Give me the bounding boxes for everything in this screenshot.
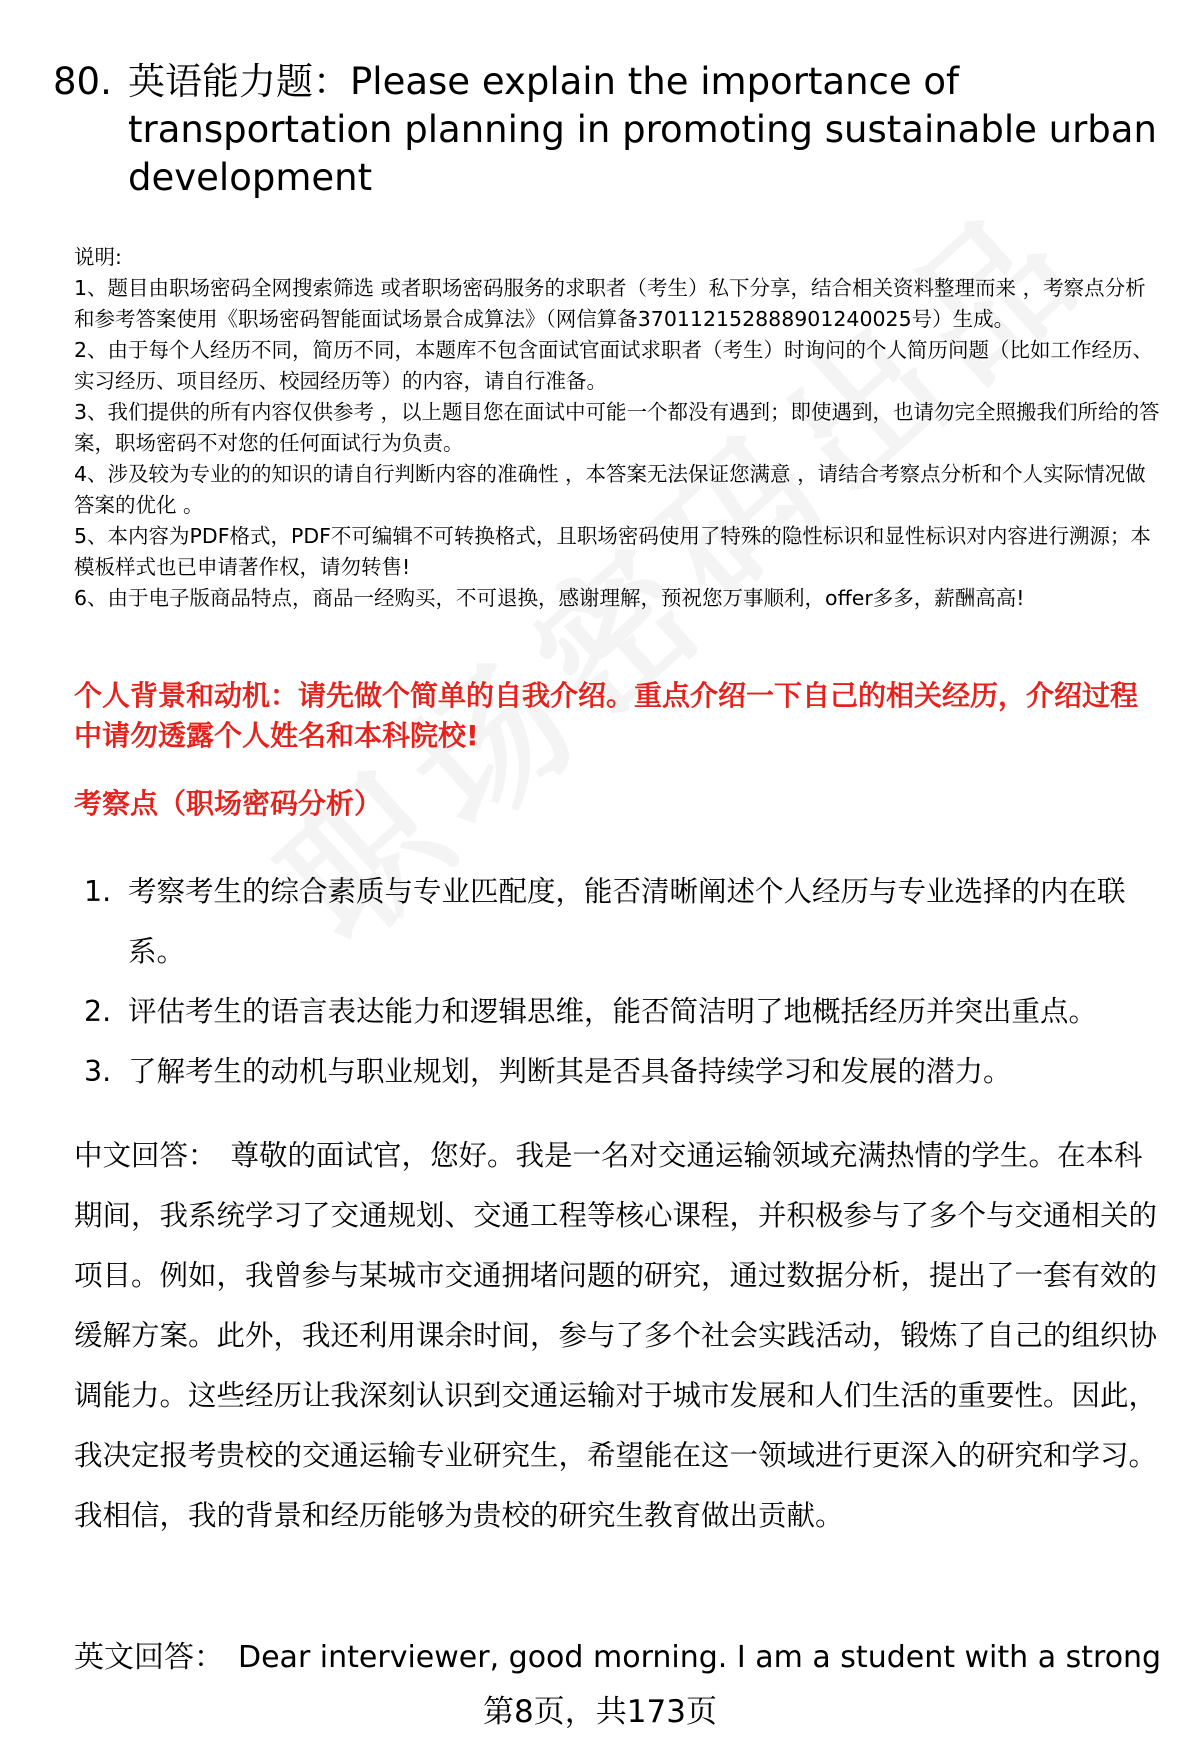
point-number: 3.	[84, 1055, 112, 1088]
note-item: 4、涉及较为专业的的知识的请自行判断内容的准确性 ，本答案无法保证您满意 ，请结合考察点分析和个人实际情况做答案的优化 。	[74, 462, 1146, 517]
chinese-answer-label: 中文回答：	[74, 1139, 217, 1172]
notes-section	[74, 242, 1164, 614]
point-number: 2.	[84, 995, 112, 1028]
note-item: 5、本内容为PDF格式，PDF不可编辑不可转换格式，且职场密码使用了特殊的隐性标识和显性标识对内容进行溯源；本模板样式也已申请著作权，请勿转售!	[74, 524, 1151, 579]
note-item: 6、由于电子版商品特点，商品一经购买，不可退换，感谢理解，预祝您万事顺利，offer多多，薪酬高高!	[74, 586, 1025, 610]
page-footer	[0, 1690, 1200, 1734]
page-indicator: 第8页，共173页	[483, 1694, 717, 1730]
analysis-points	[74, 862, 1164, 1102]
question-title	[53, 58, 1163, 202]
note-item: 1、题目由职场密码全网搜索筛选 或者职场密码服务的求职者（考生）私下分享，结合相关资料整理而来 ，考察点分析和参考答案使用《职场密码智能面试场景合成算法》（网信算备370112152888901240025号）生成。	[74, 276, 1146, 331]
english-answer-label: 英文回答：	[74, 1640, 224, 1675]
analysis-heading-block	[74, 784, 1164, 824]
point-text: 考察考生的综合素质与专业匹配度，能否清晰阐述个人经历与专业选择的内在联系。	[128, 875, 1126, 968]
analysis-heading: 考察点（职场密码分析）	[74, 787, 383, 820]
english-answer-text: Dear interviewer, good morning. I am a student with a strong	[238, 1640, 1162, 1675]
note-item: 2、由于每个人经历不同，简历不同，本题库不包含面试官面试求职者（考生）时询问的个人简历问题（比如工作经历、实习经历、项目经历、校园经历等）的内容，请自行准备。	[74, 338, 1154, 393]
point-text: 了解考生的动机与职业规划，判断其是否具备持续学习和发展的潜力。	[128, 1055, 1012, 1088]
analysis-point	[74, 862, 1164, 982]
chinese-answer-text: 尊敬的面试官，您好。我是一名对交通运输领域充满热情的学生。在本科期间，我系统学习了交通规划、交通工程等核心课程，并积极参与了多个与交通相关的项目。例如，我曾参与某城市交通拥堵问题的研究，通过数据分析，提出了一套有效的缓解方案。此外，我还利用课余时间，参与了多个社会实践活动，锻炼了自己的组织协调能力。这些经历让我深刻认识到交通运输对于城市发展和人们生活的重要性。因此，我决定报考贵校的交通运输专业研究生，希望能在这一领域进行更深入的研究和学习。我相信，我的背景和经历能够为贵校的研究生教育做出贡献。	[74, 1139, 1158, 1532]
notes-heading: 说明:	[74, 245, 122, 269]
question-number: 80.	[53, 60, 112, 103]
chinese-answer	[74, 1126, 1162, 1546]
background-section	[74, 676, 1164, 756]
point-number: 1.	[84, 875, 112, 908]
question-text: 英语能力题：Please explain the importance of transportation planning in promoting sustainable urban development	[128, 60, 1157, 199]
english-answer	[74, 1628, 1164, 1688]
analysis-point	[74, 1042, 1164, 1102]
analysis-point	[74, 982, 1164, 1042]
point-text: 评估考生的语言表达能力和逻辑思维，能否简洁明了地概括经历并突出重点。	[128, 995, 1098, 1028]
background-prompt: 个人背景和动机：请先做个简单的自我介绍。重点介绍一下自己的相关经历，介绍过程中请勿透露个人姓名和本科院校!	[74, 679, 1139, 752]
note-item: 3、我们提供的所有内容仅供参考 ，以上题目您在面试中可能一个都没有遇到；即使遇到，也请勿完全照搬我们所给的答案，职场密码不对您的任何面试行为负责。	[74, 400, 1160, 455]
